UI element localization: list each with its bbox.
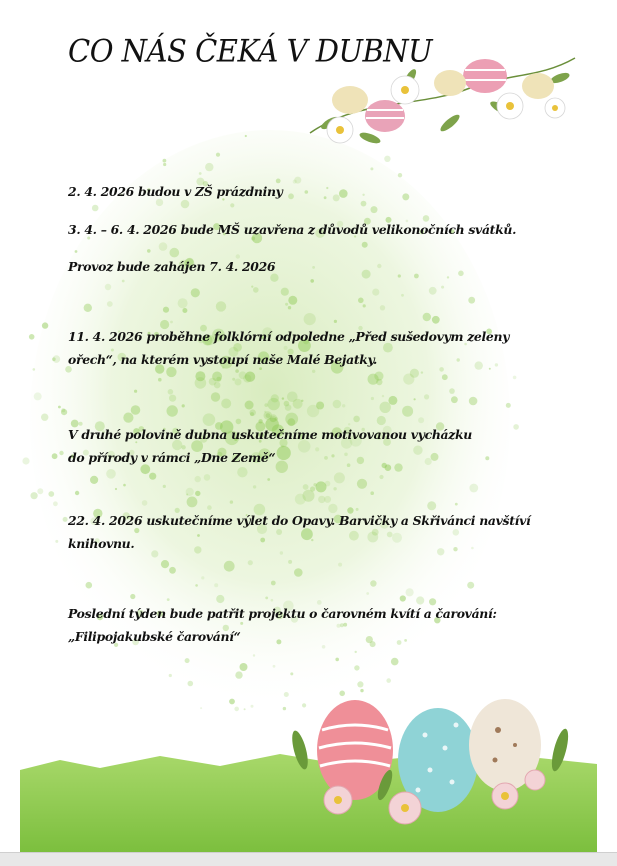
event-item — [68, 423, 548, 469]
page-bottom-edge — [0, 852, 617, 866]
event-line: Provoz bude zahájen 7. 4. 2026 — [68, 259, 276, 274]
event-line: V druhé polovině dubna uskutečníme motivovanou vycházku — [68, 427, 472, 442]
easter-eggs-grass-image — [0, 690, 617, 866]
event-item — [68, 602, 548, 648]
event-item — [68, 255, 548, 278]
event-item — [68, 509, 548, 555]
event-line: Poslední týden bude patřit projektu o čarovném kvítí a čarování: — [68, 606, 497, 621]
event-line: do přírody v rámci „Dne Země“ — [68, 450, 276, 465]
event-line: knihovnu. — [68, 536, 135, 551]
event-item — [68, 180, 548, 203]
event-line: „Filipojakubské čarování“ — [68, 629, 241, 644]
event-line: ořech“, na kterém vystoupí naše Malé Bejatky. — [68, 352, 378, 367]
event-item — [68, 218, 548, 241]
event-line: 3. 4. – 6. 4. 2026 bude MŠ uzavřena z důvodů velikonočních svátků. — [68, 222, 517, 237]
event-item — [68, 325, 548, 371]
event-line: 11. 4. 2026 proběhne folklórní odpoledne „Před sušedovym zeleny — [68, 329, 510, 344]
event-line: 2. 4. 2026 budou v ZŠ prázdniny — [68, 184, 283, 199]
page-title: CO NÁS ČEKÁ V DUBNU — [68, 33, 433, 69]
event-line: 22. 4. 2026 uskutečníme výlet do Opavy. Barvičky a Skřivánci navštíví — [68, 513, 531, 528]
